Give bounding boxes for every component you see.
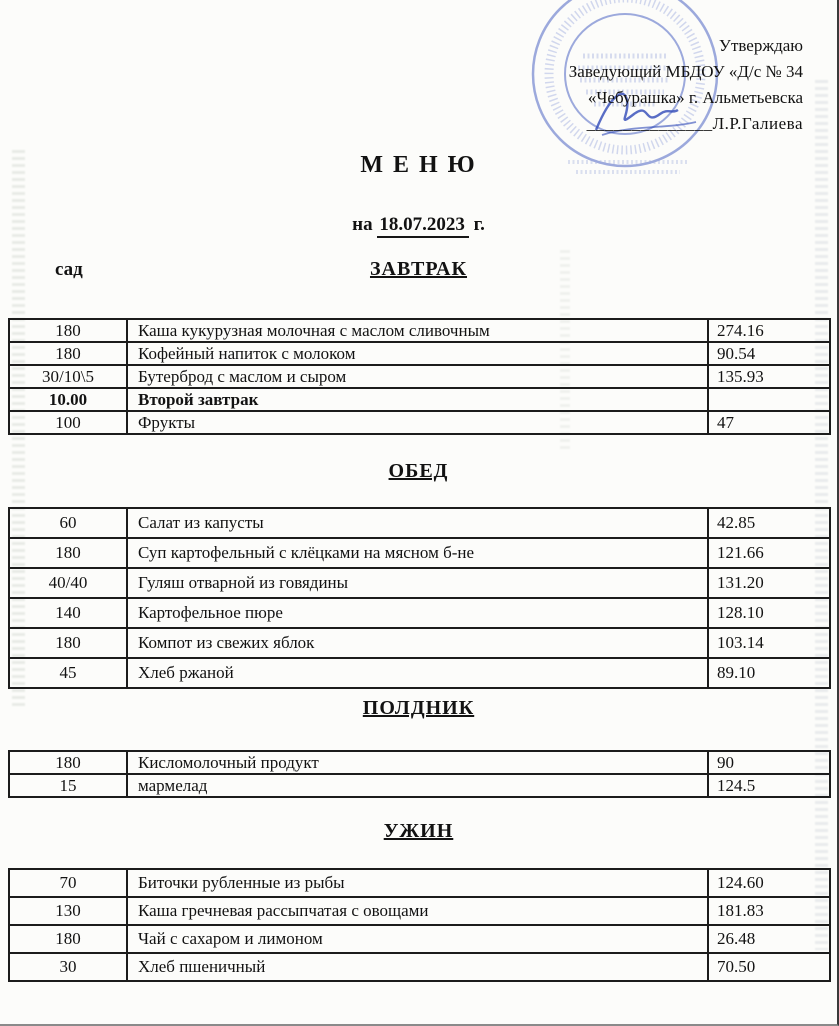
table-row <box>9 538 830 568</box>
document-title: М Е Н Ю <box>360 152 477 178</box>
dish-cell: Чай с сахаром и лимоном <box>127 925 708 953</box>
director-name: Л.Р.Галиева <box>712 114 803 133</box>
value-cell <box>708 388 830 411</box>
table-row <box>9 751 830 774</box>
dish-cell: Каша кукурузная молочная с маслом сливочным <box>127 319 708 342</box>
value-cell: 121.66 <box>708 538 830 568</box>
table-row <box>9 925 830 953</box>
value-cell: 89.10 <box>708 658 830 688</box>
group-label: сад <box>55 259 83 280</box>
dish-cell: Хлеб ржаной <box>127 658 708 688</box>
dish-cell: мармелад <box>127 774 708 797</box>
portion-cell: 140 <box>9 598 127 628</box>
dinner-header-line <box>0 820 837 843</box>
value-cell: 274.16 <box>708 319 830 342</box>
approval-line-2: Заведующий МБДОУ «Д/с № 34 <box>568 62 803 81</box>
snack-header-line <box>0 697 837 720</box>
lunch-table <box>8 507 831 689</box>
portion-cell: 40/40 <box>9 568 127 598</box>
portion-cell: 180 <box>9 925 127 953</box>
dish-cell: Каша гречневая рассыпчатая с овощами <box>127 897 708 925</box>
dinner-heading: УЖИН <box>383 820 454 842</box>
portion-cell: 180 <box>9 319 127 342</box>
portion-cell: 60 <box>9 508 127 538</box>
value-cell: 90 <box>708 751 830 774</box>
breakfast-header-line <box>0 258 837 281</box>
value-cell: 47 <box>708 411 830 434</box>
lunch-heading: ОБЕД <box>388 460 449 482</box>
portion-cell: 30 <box>9 953 127 981</box>
breakfast-table <box>8 318 831 435</box>
value-cell: 103.14 <box>708 628 830 658</box>
dish-cell: Суп картофельный с клёцками на мясном б-не <box>127 538 708 568</box>
approval-signature-line <box>569 111 803 137</box>
dish-cell: Кофейный напиток с молоком <box>127 342 708 365</box>
portion-cell: 130 <box>9 897 127 925</box>
table-row <box>9 365 830 388</box>
dish-cell: Кисломолочный продукт <box>127 751 708 774</box>
table-row <box>9 388 830 411</box>
dish-cell: Хлеб пшеничный <box>127 953 708 981</box>
dish-cell: Гуляш отварной из говядины <box>127 568 708 598</box>
table-row <box>9 953 830 981</box>
value-cell: 128.10 <box>708 598 830 628</box>
approval-line-1: Утверждаю <box>718 36 803 55</box>
value-cell: 70.50 <box>708 953 830 981</box>
lunch-header-line <box>0 460 837 483</box>
date-suffix: г. <box>468 214 485 235</box>
dish-cell: Бутерброд с маслом и сыром <box>127 365 708 388</box>
table-row <box>9 508 830 538</box>
dish-cell: Картофельное пюре <box>127 598 708 628</box>
table-row <box>9 568 830 598</box>
value-cell: 131.20 <box>708 568 830 598</box>
portion-cell: 180 <box>9 538 127 568</box>
menu-date: 18.07.2023 <box>377 214 469 238</box>
dish-cell: Фрукты <box>127 411 708 434</box>
table-row <box>9 342 830 365</box>
signature-underscores: ______________ <box>586 114 713 133</box>
value-cell: 124.5 <box>708 774 830 797</box>
snack-heading: ПОЛДНИК <box>362 697 475 719</box>
portion-cell: 100 <box>9 411 127 434</box>
table-row <box>9 869 830 897</box>
portion-cell: 45 <box>9 658 127 688</box>
approval-line-3: «Чебурашка» г. Альметьевска <box>587 88 803 107</box>
portion-cell: 70 <box>9 869 127 897</box>
table-row <box>9 411 830 434</box>
value-cell: 42.85 <box>708 508 830 538</box>
table-row <box>9 774 830 797</box>
table-row <box>9 628 830 658</box>
portion-cell: 180 <box>9 628 127 658</box>
dish-cell: Компот из свежих яблок <box>127 628 708 658</box>
dish-cell: Салат из капусты <box>127 508 708 538</box>
dish-cell: Биточки рубленные из рыбы <box>127 869 708 897</box>
table-row <box>9 897 830 925</box>
dish-cell: Второй завтрак <box>127 388 708 411</box>
value-cell: 26.48 <box>708 925 830 953</box>
portion-cell: 10.00 <box>9 388 127 411</box>
table-row <box>9 658 830 688</box>
portion-cell: 15 <box>9 774 127 797</box>
portion-cell: 30/10\5 <box>9 365 127 388</box>
value-cell: 90.54 <box>708 342 830 365</box>
approval-block <box>569 33 803 137</box>
portion-cell: 180 <box>9 342 127 365</box>
dinner-table <box>8 868 831 982</box>
table-row <box>9 598 830 628</box>
portion-cell: 180 <box>9 751 127 774</box>
date-prefix: на <box>352 214 378 235</box>
value-cell: 135.93 <box>708 365 830 388</box>
value-cell: 181.83 <box>708 897 830 925</box>
snack-table <box>8 750 831 798</box>
menu-date-line <box>0 214 837 236</box>
breakfast-heading: ЗАВТРАК <box>369 258 468 280</box>
value-cell: 124.60 <box>708 869 830 897</box>
table-row <box>9 319 830 342</box>
